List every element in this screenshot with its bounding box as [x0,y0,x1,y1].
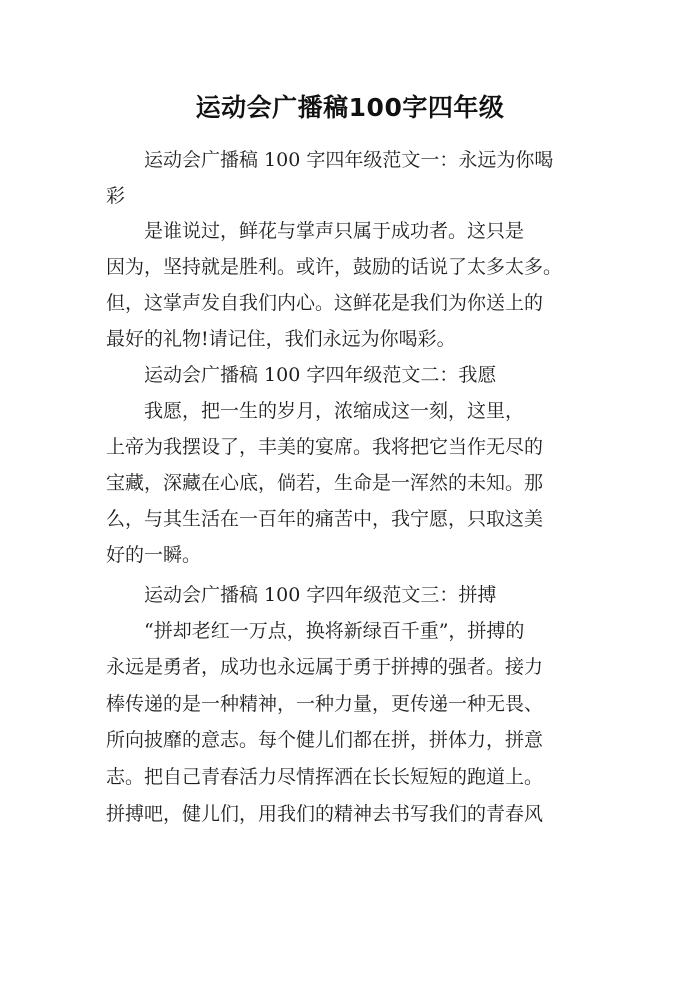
text-line: “拼却老红一万点，换将新绿百千重”，拼搏的 [106,620,525,642]
text-line: 彩 [106,185,126,207]
text-line: 是谁说过，鲜花与掌声只属于成功者。这只是 [106,220,525,242]
text-line: 拼搏吧，健儿们，用我们的精神去书写我们的青春风 [106,803,544,825]
text-line: 永远是勇者，成功也永远属于勇于拼搏的强者。接力 [106,656,544,678]
text-line: 上帝为我摆设了，丰美的宴席。我将把它当作无尽的 [106,436,544,458]
text-line: 宝藏，深藏在心底，倘若，生命是一浑然的未知。那 [106,472,544,494]
text-line: 因为，坚持就是胜利。或许，鼓励的话说了太多太多。 [106,256,563,278]
text-line: 好的一瞬。 [106,544,202,566]
text-line: 所向披靡的意志。每个健儿们都在拼，拼体力，拼意 [106,729,544,751]
text-line: 棒传递的是一种精神，一种力量，更传递一种无畏、 [106,693,544,715]
text-line: 我愿，把一生的岁月，浓缩成这一刻，这里， [106,400,525,422]
text-line: 最好的礼物!请记住，我们永远为你喝彩。 [106,328,456,350]
text-line: 但，这掌声发自我们内心。这鲜花是我们为你送上的 [106,292,544,314]
text-line: 么，与其生活在一百年的痛苦中，我宁愿，只取这美 [106,508,544,530]
text-line: 运动会广播稿 100 字四年级范文二：我愿 [106,364,497,386]
text-line: 运动会广播稿 100 字四年级范文三：拼搏 [106,584,497,606]
text-line: 志。把自己青春活力尽情挥洒在长长短短的跑道上。 [106,766,544,788]
document-title: 运动会广播稿100字四年级 [195,93,505,122]
text-line: 运动会广播稿 100 字四年级范文一：永远为你喝 [106,149,554,171]
